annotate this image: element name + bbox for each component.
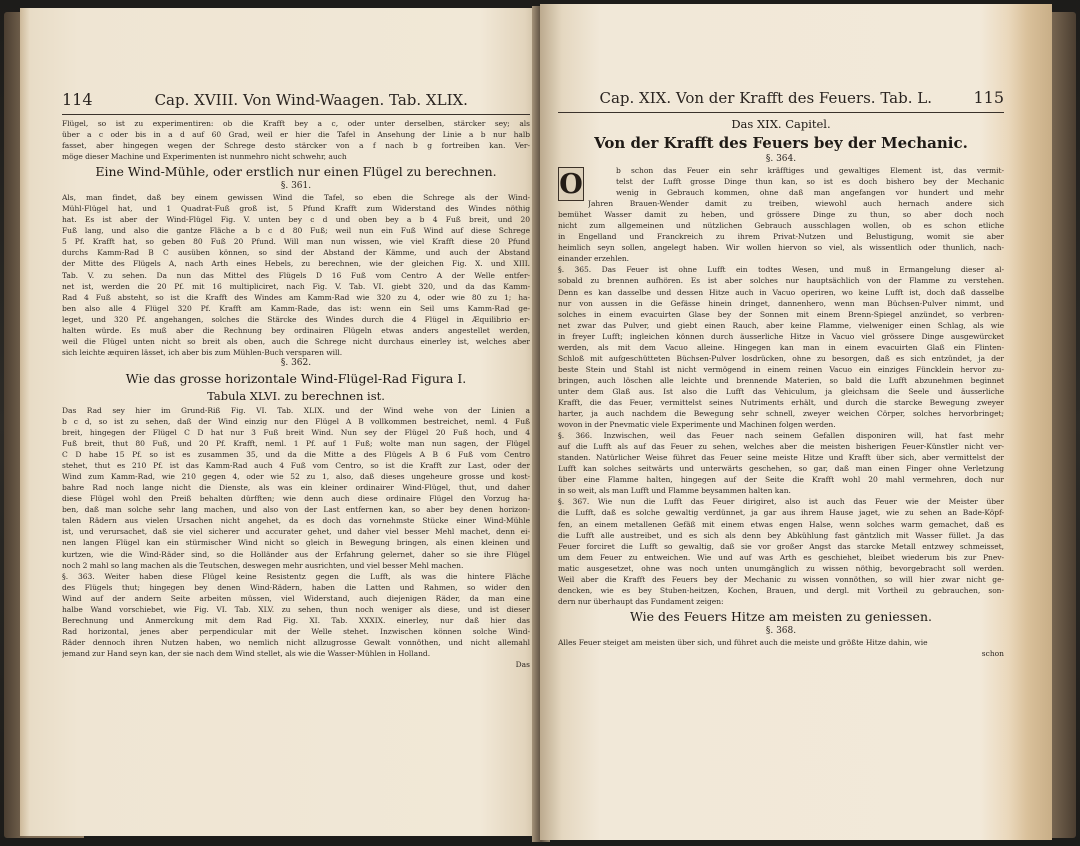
text-line bbox=[558, 463, 1004, 474]
text-line bbox=[588, 198, 1004, 209]
line-text: sich leichte æquiren lässet, ich aber bis zum Mühlen-Buch versparen will. bbox=[62, 347, 343, 357]
line-text: dern nur überhaupt das Fundament zeigen: bbox=[558, 596, 724, 606]
text-line bbox=[62, 129, 530, 140]
text-line bbox=[558, 231, 1004, 242]
line-text: bemühet Wasser damit zu heben, und grössere Dinge zu thun, so aber doch noch bbox=[558, 210, 1004, 220]
right-catchword: schon bbox=[981, 648, 1004, 658]
text-line bbox=[62, 626, 530, 637]
text-line bbox=[62, 493, 530, 504]
text-line bbox=[62, 314, 530, 325]
text-line bbox=[62, 582, 530, 593]
line-text: Feuer forciret die Lufft so gewaltig, daß sie vor großer Angst das starcke Metall entzwey schmeisset, bbox=[558, 541, 1004, 551]
text-line bbox=[62, 258, 530, 269]
line-text: talen Rädern aus vielen Ursachen nicht angehet, da es doch das vornehmste Stücke einer Wind-Mühle bbox=[62, 516, 530, 526]
text-line bbox=[62, 482, 530, 493]
line-text: bahre Rad noch lange nicht die Dienste, als was ein kleiner ordinairer Wind-Flügel, thut, und daher bbox=[62, 483, 530, 493]
line-text: werden, als mit dem Vacuo alleine. Hingegen kan man in einem evacuirten Glaß ein Flinten- bbox=[558, 342, 1004, 352]
text-line bbox=[558, 541, 1004, 552]
line-text: solches in einem evacuirten Glase bey der Sonnen mit einem Brenn-Spiegel anzündet, so verbren- bbox=[558, 309, 1004, 319]
text-line bbox=[558, 253, 1004, 264]
text-line bbox=[62, 460, 530, 471]
right-page bbox=[540, 4, 1052, 840]
text-line bbox=[558, 375, 1004, 386]
line-text: halbe Wand vorschiebet, wie Fig. VI. Tab. XLV. zu sehen, thun noch weniger als diese, und ist dieser bbox=[62, 604, 530, 614]
line-text: möge dieser Machine und Experimenten ist nunmehro nicht schwehr, auch bbox=[62, 152, 347, 162]
line-text: leget, und 320 Pf. angehangen, solches die Stärcke des Windes durch die 4 Flügel in Æquilibrio er- bbox=[62, 314, 530, 324]
line-text: fen, an einem metallenen Gefäß mit einem etwas engen Halse, wenn solches warm gemachet, daß es bbox=[558, 519, 1004, 529]
text-line bbox=[558, 452, 1004, 463]
line-text: wenig in Gebrauch kommen, ohne daß man angefangen vor hundert und mehr bbox=[616, 188, 1004, 198]
line-text: Rad 4 Fuß absteht, so ist die Krafft des Windes am Kamm-Rad wie 320 zu 4, oder wie 80 zu 1; ha- bbox=[62, 292, 530, 302]
line-text: Rad horizontal, jenes aber perpendicular mit der Welle stehet. Inzwischen können solche Wind- bbox=[62, 626, 530, 636]
line-text: net zwar das Pulver, und giebt einen Rauch, aber keine Flamme, vielweniger einen Schlag, als wie bbox=[558, 320, 1004, 330]
line-text: breit, hingegen der Flügel C D hat nur 3 Fuß breit Wind. Nun sey der Flügel 20 Fuß hoch, und 4 bbox=[62, 427, 530, 437]
text-line bbox=[62, 648, 530, 659]
text-line bbox=[588, 165, 1004, 176]
line-text: Weil aber die Krafft des Feuers bey der Mechanic zu wissen vonnöthen, so will hier zwar nicht ge- bbox=[558, 574, 1004, 584]
line-text: harter, ja auch nachdem die Bewegung sehr schnell, zweyer weichen Cörper, solches hervorbringet; bbox=[558, 409, 1004, 419]
section-361-body bbox=[62, 192, 530, 358]
right-page-number: 115 bbox=[973, 88, 1004, 107]
text-line bbox=[558, 287, 1004, 298]
text-line bbox=[62, 449, 530, 460]
text-line bbox=[558, 563, 1004, 574]
text-line bbox=[558, 320, 1004, 331]
text-line bbox=[62, 303, 530, 314]
text-line bbox=[558, 430, 1004, 441]
text-line bbox=[62, 615, 530, 626]
right-page-text bbox=[558, 88, 1004, 659]
line-text: ben, daß man solche sehr lang machen, und also von der Last entfernen kan, so aber bey denen horizon- bbox=[62, 505, 530, 515]
line-text: halten würde. Es muß aber die Rechnung bey ordinairen Flügeln etwas anders angestellet werden, bbox=[62, 325, 530, 335]
line-text: kurtzen, wie die Wind-Räder sind, so die Holländer aus der Erfahrung gelernet, daher so sie ihre Flügel bbox=[62, 549, 530, 559]
section-367-body bbox=[558, 496, 1004, 606]
line-text: in Engelland und Franckreich zu ihrem Privat-Nutzen und Belustigung, womit sie aber bbox=[558, 232, 1004, 242]
text-line bbox=[62, 236, 530, 247]
text-line bbox=[62, 593, 530, 604]
line-text: Krafft, die das Feuer, vermittelst seines Nutriments erhält, und durch die starcke Bewegung zweyer bbox=[558, 397, 1004, 407]
text-line bbox=[558, 220, 1004, 231]
line-text: Das Rad sey hier im Grund-Riß Fig. VI. Tab. XLIX. und der Wind wehe von der Linien a bbox=[62, 405, 530, 415]
line-text: ist, und verursachet, daß sie viel sicherer und accurater gehet, und daher viel besser Mehl machet, denn ei- bbox=[62, 527, 530, 537]
line-text: heimlich seyn sollen, angelegt haben. Wir wollen hiervon so viel, als wissentlich oder thunlich, nach- bbox=[558, 243, 1004, 253]
left-intro bbox=[62, 118, 530, 162]
line-text: Als, man findet, daß bey einem gewissen Wind die Tafel, so eben die Schrege als der Wind- bbox=[62, 193, 530, 203]
text-line bbox=[558, 596, 1004, 607]
text-line bbox=[62, 549, 530, 560]
section-362: §. 362. bbox=[280, 357, 312, 368]
section-364-body bbox=[558, 165, 1004, 264]
line-text: Das Feuer ist ohne Lufft ein todtes Wesen, und muß in Ermangelung dieser al- bbox=[601, 265, 1004, 275]
line-text: bringen, auch löschen alle leichte und brennende Materien, so bald die Lufft abzunehmen beginnet bbox=[558, 375, 1004, 385]
line-text: C D habe 15 Pf. so ist es zusammen 35, und da die Mitte a des Flügels A B 6 Fuß vom Centro bbox=[62, 450, 530, 460]
text-line bbox=[558, 507, 1004, 518]
text-line bbox=[62, 347, 530, 358]
line-text: nicht zum allgemeinen und nützlichen Gebrauch ausschlagen wollen, ob es schon etliche bbox=[558, 221, 1004, 231]
text-line bbox=[62, 336, 530, 347]
text-line bbox=[62, 504, 530, 515]
line-text: Räder dennoch ihren Nutzen haben, wo nemlich nicht allzugrosse Gewalt vonnöthen, und nicht allemahl bbox=[62, 637, 530, 647]
text-line bbox=[558, 530, 1004, 541]
section-366-body bbox=[558, 430, 1004, 496]
section-mark: §. 365. bbox=[558, 265, 602, 275]
section-mark: §. 366. bbox=[558, 431, 604, 441]
line-text: net ist, werden die 20 Pf. mit 16 multipliciret, nach Fig. V. Tab. VI. giebt 320, und da das Kamm- bbox=[62, 281, 530, 291]
left-heading-tabula: Tabula XLVI. zu berechnen ist. bbox=[207, 388, 385, 403]
right-heading-fire-heat: Wie des Feuers Hitze am meisten zu geniessen. bbox=[630, 608, 932, 624]
line-text: b schon das Feuer ein sehr kräfftiges und gewaltiges Element ist, das vermit- bbox=[616, 166, 1004, 175]
line-text: sobald zu brennen aufhören. Es ist aber solches nur hauptsächlich von der Flamme zu verstehen. bbox=[558, 276, 1004, 286]
line-text: Fuß lang, und also die gantze Fläche a b c d 80 Fuß; weil nun ein Fuß Wind auf diese Schrege bbox=[62, 226, 530, 236]
text-line bbox=[62, 192, 530, 203]
line-text: nen langen Flügel kan ein stürmischer Wind nicht so gleich in Bewegung bringen, als einen kleinen und bbox=[62, 538, 530, 548]
section-mark: §. 363. bbox=[62, 571, 105, 581]
text-line bbox=[62, 515, 530, 526]
line-text: Wind zum Kamm-Rad, wie 210 gegen 4, oder wie 52 zu 1, also, daß dieses ungeheure grosse und kost- bbox=[62, 472, 530, 482]
text-line bbox=[558, 331, 1004, 342]
text-line bbox=[62, 118, 530, 129]
text-line bbox=[558, 441, 1004, 452]
line-text: hat. Es ist aber der Wind-Flügel Fig. V. unten bey c d und oben bey a b 4 Fuß breit, und 20 bbox=[62, 215, 530, 225]
text-line bbox=[558, 496, 1004, 507]
text-line bbox=[558, 386, 1004, 397]
line-text: Flügel, so ist zu experimentiren: ob die Krafft bey a c, oder unter derselben, stärcker sey; als bbox=[62, 119, 530, 128]
text-line bbox=[62, 151, 530, 162]
line-text: Mühl-Flügel hat, und 1 Quadrat-Fuß groß ist, 5 Pfund Krafft zum Widerstand des Windes nöthig bbox=[62, 204, 530, 214]
text-line bbox=[62, 427, 530, 438]
text-line bbox=[62, 247, 530, 258]
line-text: noch 2 mahl so lang machen als die Teutschen, deswegen mehr ausrichten, und viel besser Mehl machen. bbox=[62, 560, 464, 570]
line-text: Tab. V. zu sehen. Da nun das Mittel des Flügels D 16 Fuß vom Centro A der Welle entfer- bbox=[62, 270, 530, 280]
text-line bbox=[62, 214, 530, 225]
line-text: durchs Kamm-Rad B C ausüben können, so sind der Abstand der Kämme, und auch der Abstand bbox=[62, 248, 530, 258]
line-text: Denn es kan dasselbe und dessen Hitze auch in Vacuo operiren, wo keine Lufft ist, doch daß dasselbe bbox=[558, 287, 1004, 297]
chapter-title: Das XIX. Capitel. bbox=[731, 117, 831, 131]
line-text: Fuß breit, thut 80 Fuß, und 20 Pf. Krafft, neml. 1 Pf. auf 1 Fuß; wolte man nun sagen, der Flügel bbox=[62, 439, 530, 449]
text-line bbox=[62, 281, 530, 292]
line-text: die Lufft, daß es solche gewaltig verdünnet, ja gar aus ihrem Hause jaget, wie zu sehen an Bade-Köpf- bbox=[558, 508, 1004, 518]
text-line bbox=[62, 526, 530, 537]
right-running-header bbox=[558, 88, 1004, 113]
line-text: über a c oder bis in a d auf 60 Grad, weil er hier die Tafel in Ansehung der Linie a b nur halb bbox=[62, 130, 530, 140]
left-catchword: Das bbox=[515, 659, 530, 669]
section-364: §. 364. bbox=[765, 154, 797, 164]
text-line bbox=[588, 176, 1004, 187]
text-line bbox=[558, 408, 1004, 419]
text-line bbox=[558, 364, 1004, 375]
text-line bbox=[558, 585, 1004, 596]
line-text: stehet, thut es 210 Pf. ist das Kamm-Rad auch 4 Fuß vom Centro, so ist die Krafft zur Last, oder der bbox=[62, 461, 530, 471]
line-text: jemand zur Hand seyn kan, der sie nach dem Wind stellet, als wie die Wasser-Mühlen in Holland. bbox=[62, 648, 431, 658]
text-line bbox=[558, 552, 1004, 563]
left-header-title: Cap. XVIII. Von Wind-Waagen. Tab. XLIX. bbox=[154, 91, 468, 109]
section-363-body bbox=[62, 571, 530, 659]
text-line bbox=[62, 416, 530, 427]
text-line bbox=[558, 353, 1004, 364]
line-text: b c d, so ist zu sehen, daß der Wind einzig nur den Flügel A B vollkommen bestreichet, neml. 4 Fuß bbox=[62, 416, 530, 426]
line-text: Wie nun die Lufft das Feuer dirigiret, also ist auch das Feuer wie der Meister über bbox=[597, 497, 1004, 507]
left-page-number: 114 bbox=[62, 90, 93, 109]
text-line bbox=[62, 560, 530, 571]
text-line bbox=[558, 342, 1004, 353]
text-line bbox=[62, 325, 530, 336]
line-text: die Lufft alle austreibet, und es sich als denn bey Abkühlung fast gäntzlich mit Wasser füllet. Ja das bbox=[558, 530, 1004, 540]
line-text: des Flügels thut; hingegen bey denen Wind-Rädern, haben die Latten und Rahmen, so wider den bbox=[62, 582, 530, 592]
line-text: Inzwischen, weil das Feuer nach seinem Gefallen disponiren will, hat fast mehr bbox=[603, 431, 1004, 441]
left-page-text bbox=[62, 90, 530, 670]
text-line bbox=[62, 537, 530, 548]
section-368: §. 368. bbox=[765, 625, 797, 636]
text-line bbox=[558, 397, 1004, 408]
section-364-lines bbox=[558, 165, 1004, 264]
section-362-body bbox=[62, 405, 530, 571]
text-line bbox=[558, 298, 1004, 309]
line-text: Schloß mit aufgeschütteten Büchsen-Pulver losdrücken, ohne zu besorgen, daß es sich entzündet, ja der bbox=[558, 353, 1004, 363]
line-text: in so weit, als man Lufft und Flamme beysammen halten kan. bbox=[558, 486, 791, 496]
text-line bbox=[62, 225, 530, 236]
section-361: §. 361. bbox=[280, 181, 312, 192]
line-text: 5 Pf. Krafft hat, so geben 80 Fuß 20 Pfund. Will man nun wissen, wie viel Krafft diese 20 Pfund bbox=[62, 237, 530, 247]
line-text: diese Flügel wohl den Preiß behalten dürfften; wie denn auch diese ordinaire Flügel den Vorzug ha- bbox=[62, 494, 530, 504]
line-text: beste Stein und Stahl ist nicht vermögend in einem reinen Vacuo ein einziges Füncklein hervor zu- bbox=[558, 364, 1004, 374]
left-running-header bbox=[62, 90, 530, 115]
text-line bbox=[62, 203, 530, 214]
line-text: unter dem Glaß aus. Ist also die Lufft das Vehiculum, ja gleichsam die Seele und äusserliche bbox=[558, 386, 1004, 396]
text-line bbox=[62, 438, 530, 449]
line-text: dencken, wie es bey Stuben-heitzen, Kochen, Brauen, und dergl. mit Vortheil zu gebrauchen, son- bbox=[558, 585, 1004, 595]
line-text: Alles Feuer steiget am meisten über sich, und führet auch die meiste und größte Hitze dahin, wie bbox=[558, 637, 928, 647]
line-text: nur von aussen in die Gefässe hinein dringet, dannenhero, wenn man Büchsen-Pulver nimmt, und bbox=[558, 298, 1004, 308]
text-line bbox=[558, 242, 1004, 253]
text-line bbox=[558, 474, 1004, 485]
line-text: über eine Flamme halten, hingegen auf der Seite die Krafft wohl 20 mahl vermehren, doch nur bbox=[558, 475, 1004, 485]
line-text: fasset, aber hingegen wegen der Schrege desto stärcker von a f nach b g fortreiben kan. Ver- bbox=[62, 141, 530, 151]
line-text: auf die Lufft als auf das Feuer zu sehen, welches aber die meisten bisherigen Feuer-Künstler nicht ver- bbox=[558, 442, 1004, 452]
text-line bbox=[558, 209, 1004, 220]
line-text: weil die Flügel unten nicht so breit als oben, auch die Schrege nicht durchaus einerley ist, welches aber bbox=[62, 336, 530, 346]
text-line bbox=[62, 140, 530, 151]
section-365-body bbox=[558, 264, 1004, 430]
text-line bbox=[558, 264, 1004, 275]
text-line bbox=[558, 419, 1004, 430]
text-line bbox=[62, 604, 530, 615]
line-text: Lufft kan solches seitwärts und unterwärts geschehen, so gar, daß man einen Finger ohne Verletzung bbox=[558, 464, 1004, 474]
line-text: wovon in der Pnevmatic viele Experimente und Machinen folgen werden. bbox=[558, 420, 836, 430]
line-text: einander erzehlen. bbox=[558, 254, 630, 264]
right-header-title: Cap. XIX. Von der Krafft des Feuers. Tab. L. bbox=[599, 89, 932, 107]
line-text: telst der Lufft grosse Dinge thun kan, so ist es doch bishero bey der Mechanic bbox=[616, 177, 1004, 187]
line-text: Berechnung und Anmerckung mit dem Rad Fig. XI. Tab. XXXIX. einerley, nur daß hier das bbox=[62, 615, 530, 625]
text-line bbox=[558, 519, 1004, 530]
text-line bbox=[62, 270, 530, 281]
text-line bbox=[62, 637, 530, 648]
section-mark: §. 367. bbox=[558, 497, 598, 507]
line-text: Wind auf der andern Seite arbeiten müssen, viel Widerstand, auch diejenigen Räder, da man eine bbox=[62, 593, 530, 603]
text-line bbox=[558, 485, 1004, 496]
line-text: in freyer Lufft; ingleichen können durch äusserliche Hitze in Vacuo viel grössere Dinge ausgewürcket bbox=[558, 331, 1004, 341]
text-line bbox=[558, 637, 1004, 648]
line-text: matic ausgesetzet, ohne was noch unten unumgänglich zu wissen nöthig, bevorgebracht soll werden. bbox=[558, 563, 1004, 573]
text-line bbox=[62, 292, 530, 303]
text-line bbox=[62, 571, 530, 582]
drop-cap-initial: O bbox=[559, 168, 583, 200]
text-line bbox=[62, 471, 530, 482]
section-368-body bbox=[558, 637, 1004, 648]
left-heading-wind-mill: Eine Wind-Mühle, oder erstlich nur einen Flügel zu berechnen. bbox=[95, 164, 497, 180]
left-heading-wind-wheel: Wie das grosse horizontale Wind-Flügel-Rad Figura I. bbox=[125, 370, 467, 386]
line-text: um dem Feuer zu entweichen. Wie und auf was Arth es geschiehet, bleibet wiederum bis zur Pnev- bbox=[558, 552, 1004, 562]
line-text: standen. Natürlicher Weise führet das Feuer seine meiste Hitze und Krafft über sich, aber vermittelst der bbox=[558, 453, 1004, 463]
line-text: ben also alle 4 Flügel 320 Pf. Krafft am Kamm-Rade, das ist: wenn ein Seil ums Kamm-Rad ge- bbox=[62, 303, 530, 313]
text-line bbox=[558, 275, 1004, 286]
text-line bbox=[558, 309, 1004, 320]
line-text: der Mitte des Flügels A, nach Arth eines Hebels, zu berechnen, wie der gleichen Fig. X. und XIII. bbox=[62, 259, 530, 269]
line-text: Weiter haben diese Flügel keine Resistentz gegen die Lufft, als was die hintere Fläche bbox=[104, 571, 530, 581]
chapter-heading: Von der Krafft des Feuers bey der Mechanic. bbox=[594, 134, 968, 152]
line-text: Jahren Brauen-Wender damit zu treiben, wiewohl auch hernach andere sich bbox=[588, 199, 1004, 209]
left-page bbox=[20, 8, 548, 836]
text-line bbox=[588, 187, 1004, 198]
text-line bbox=[558, 574, 1004, 585]
text-line bbox=[62, 405, 530, 416]
